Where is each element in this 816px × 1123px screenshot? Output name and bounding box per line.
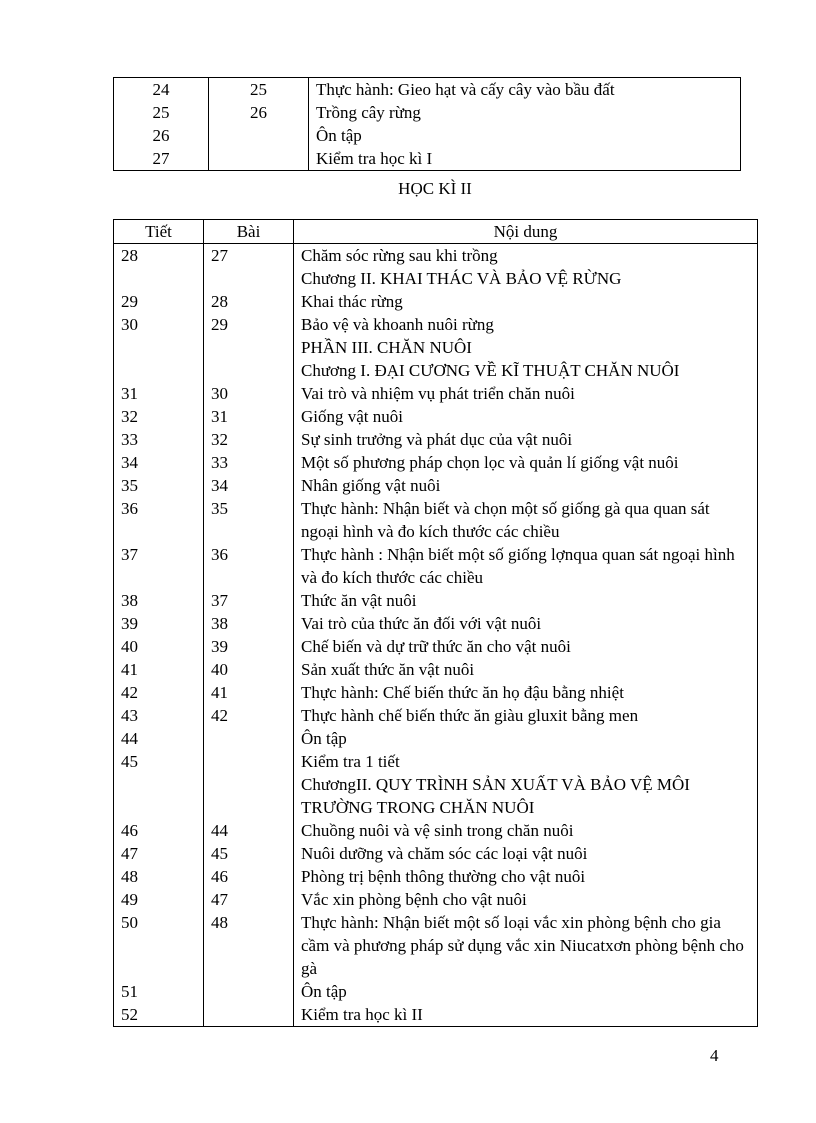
cell-noidung: Giống vật nuôi	[294, 405, 758, 428]
cell-tiet: 37	[114, 543, 204, 589]
cell-bai	[204, 267, 294, 290]
table-row	[114, 727, 758, 750]
table-row	[114, 405, 758, 428]
cell-bai: 26	[209, 101, 309, 124]
cell-tiet: 46	[114, 819, 204, 842]
page-number: 4	[710, 1046, 719, 1065]
cell-tiet: 44	[114, 727, 204, 750]
cell-tiet: 26	[114, 124, 209, 147]
cell-tiet: 42	[114, 681, 204, 704]
table-row	[114, 704, 758, 727]
cell-tiet: 36	[114, 497, 204, 543]
table-row	[114, 888, 758, 911]
table-row	[114, 842, 758, 865]
cell-noidung: Sản xuất thức ăn vật nuôi	[294, 658, 758, 681]
cell-bai	[204, 727, 294, 750]
cell-bai: 41	[204, 681, 294, 704]
table-row	[114, 543, 758, 589]
cell-tiet	[114, 359, 204, 382]
cell-bai: 29	[204, 313, 294, 336]
cell-noidung: Thức ăn vật nuôi	[294, 589, 758, 612]
table-row	[114, 589, 758, 612]
table-row	[114, 124, 741, 147]
cell-bai	[204, 980, 294, 1003]
cell-tiet: 43	[114, 704, 204, 727]
cell-bai: 31	[204, 405, 294, 428]
cell-bai: 28	[204, 290, 294, 313]
cell-bai: 40	[204, 658, 294, 681]
cell-noidung: Thực hành: Gieo hạt và cấy cây vào bầu đất	[309, 78, 741, 102]
cell-noidung: Vắc xin phòng bệnh cho vật nuôi	[294, 888, 758, 911]
cell-tiet: 45	[114, 750, 204, 773]
cell-noidung: Kiểm tra học kì I	[309, 147, 741, 171]
cell-tiet: 49	[114, 888, 204, 911]
cell-bai: 35	[204, 497, 294, 543]
table-row	[114, 382, 758, 405]
table-row	[114, 819, 758, 842]
cell-tiet: 38	[114, 589, 204, 612]
cell-noidung: Sự sinh trưởng và phát dục của vật nuôi	[294, 428, 758, 451]
cell-tiet: 29	[114, 290, 204, 313]
cell-tiet: 32	[114, 405, 204, 428]
cell-bai	[204, 773, 294, 819]
cell-noidung: Chuồng nuôi và vệ sinh trong chăn nuôi	[294, 819, 758, 842]
table-row	[114, 428, 758, 451]
cell-tiet	[114, 267, 204, 290]
semester1-table-continuation	[113, 77, 741, 171]
cell-tiet: 34	[114, 451, 204, 474]
cell-tiet: 39	[114, 612, 204, 635]
cell-noidung: Thực hành: Nhận biết và chọn một số giống gà qua quan sát ngoại hình và đo kích thước các chiều	[294, 497, 758, 543]
cell-noidung: Kiểm tra 1 tiết	[294, 750, 758, 773]
cell-tiet: 50	[114, 911, 204, 980]
table-row	[114, 147, 741, 171]
cell-tiet: 28	[114, 244, 204, 268]
cell-bai: 48	[204, 911, 294, 980]
cell-tiet: 24	[114, 78, 209, 102]
cell-bai: 47	[204, 888, 294, 911]
cell-bai: 42	[204, 704, 294, 727]
cell-bai: 36	[204, 543, 294, 589]
table-row	[114, 612, 758, 635]
cell-noidung: Phòng trị bệnh thông thường cho vật nuôi	[294, 865, 758, 888]
cell-noidung: Thực hành: Chế biến thức ăn họ đậu bằng nhiệt	[294, 681, 758, 704]
cell-noidung: Chế biến và dự trữ thức ăn cho vật nuôi	[294, 635, 758, 658]
semester2-heading: HỌC KÌ II	[398, 179, 472, 198]
cell-tiet: 52	[114, 1003, 204, 1027]
table-row	[114, 101, 741, 124]
cell-tiet: 31	[114, 382, 204, 405]
table-row	[114, 773, 758, 819]
cell-noidung: Kiểm tra học kì II	[294, 1003, 758, 1027]
cell-bai: 38	[204, 612, 294, 635]
table-row	[114, 1003, 758, 1027]
table-row	[114, 474, 758, 497]
cell-noidung: Bảo vệ và khoanh nuôi rừng	[294, 313, 758, 336]
cell-tiet: 40	[114, 635, 204, 658]
cell-tiet: 35	[114, 474, 204, 497]
cell-tiet: 25	[114, 101, 209, 124]
cell-noidung: Ôn tập	[309, 124, 741, 147]
table-row	[114, 980, 758, 1003]
cell-bai	[204, 1003, 294, 1027]
cell-tiet: 47	[114, 842, 204, 865]
table-row	[114, 313, 758, 336]
cell-bai: 37	[204, 589, 294, 612]
table-row	[114, 658, 758, 681]
cell-bai: 33	[204, 451, 294, 474]
cell-tiet: 48	[114, 865, 204, 888]
table-row	[114, 359, 758, 382]
cell-noidung: Nuôi dưỡng và chăm sóc các loại vật nuôi	[294, 842, 758, 865]
cell-noidung: Một số phương pháp chọn lọc và quản lí giống vật nuôi	[294, 451, 758, 474]
semester2-table-head	[114, 220, 758, 244]
cell-noidung: Chương I. ĐẠI CƯƠNG VỀ KĨ THUẬT CHĂN NUÔI	[294, 359, 758, 382]
cell-noidung: Thực hành : Nhận biết một số giống lợnqua quan sát ngoại hình và đo kích thước các chiều	[294, 543, 758, 589]
cell-noidung: Thực hành chế biến thức ăn giàu gluxit bằng men	[294, 704, 758, 727]
cell-bai	[204, 336, 294, 359]
cell-bai: 45	[204, 842, 294, 865]
table-row	[114, 865, 758, 888]
cell-bai: 44	[204, 819, 294, 842]
cell-bai	[209, 147, 309, 171]
cell-noidung: Ôn tập	[294, 980, 758, 1003]
table-row	[114, 290, 758, 313]
cell-noidung: Chăm sóc rừng sau khi trồng	[294, 244, 758, 268]
table-row	[114, 244, 758, 268]
cell-tiet: 33	[114, 428, 204, 451]
cell-tiet	[114, 773, 204, 819]
table-row	[114, 497, 758, 543]
table-row	[114, 451, 758, 474]
cell-tiet: 41	[114, 658, 204, 681]
table-row	[114, 635, 758, 658]
cell-noidung: Chương II. KHAI THÁC VÀ BẢO VỆ RỪNG	[294, 267, 758, 290]
table-row	[114, 78, 741, 102]
cell-bai: 27	[204, 244, 294, 268]
cell-noidung: Vai trò của thức ăn đối với vật nuôi	[294, 612, 758, 635]
cell-noidung: ChươngII. QUY TRÌNH SẢN XUẤT VÀ BẢO VỆ MÔI TRƯỜNG TRONG CHĂN NUÔI	[294, 773, 758, 819]
table-header-row	[114, 220, 758, 244]
cell-bai: 25	[209, 78, 309, 102]
cell-bai: 30	[204, 382, 294, 405]
cell-tiet: 51	[114, 980, 204, 1003]
column-header-tiet: Tiết	[114, 220, 204, 244]
cell-noidung: Trồng cây rừng	[309, 101, 741, 124]
table-row	[114, 267, 758, 290]
cell-noidung: Thực hành: Nhận biết một số loại vắc xin phòng bệnh cho gia cầm và phương pháp sử dụng vắc xin Niucatxơn phòng bệnh cho gà	[294, 911, 758, 980]
cell-tiet: 30	[114, 313, 204, 336]
cell-noidung: Ôn tập	[294, 727, 758, 750]
table-row	[114, 911, 758, 980]
column-header-noidung: Nội dung	[294, 220, 758, 244]
semester2-table	[113, 219, 758, 1027]
cell-tiet	[114, 336, 204, 359]
cell-tiet: 27	[114, 147, 209, 171]
semester1-table-body	[114, 78, 741, 171]
cell-bai: 34	[204, 474, 294, 497]
cell-bai	[204, 359, 294, 382]
table-row	[114, 336, 758, 359]
cell-noidung: PHẦN III. CHĂN NUÔI	[294, 336, 758, 359]
cell-bai: 46	[204, 865, 294, 888]
semester2-table-body	[114, 244, 758, 1027]
page-content	[113, 77, 758, 1027]
table-row	[114, 750, 758, 773]
cell-bai	[209, 124, 309, 147]
table-row	[114, 681, 758, 704]
column-header-bai: Bài	[204, 220, 294, 244]
cell-noidung: Vai trò và nhiệm vụ phát triển chăn nuôi	[294, 382, 758, 405]
cell-bai: 39	[204, 635, 294, 658]
cell-bai	[204, 750, 294, 773]
cell-bai: 32	[204, 428, 294, 451]
cell-noidung: Khai thác rừng	[294, 290, 758, 313]
cell-noidung: Nhân giống vật nuôi	[294, 474, 758, 497]
